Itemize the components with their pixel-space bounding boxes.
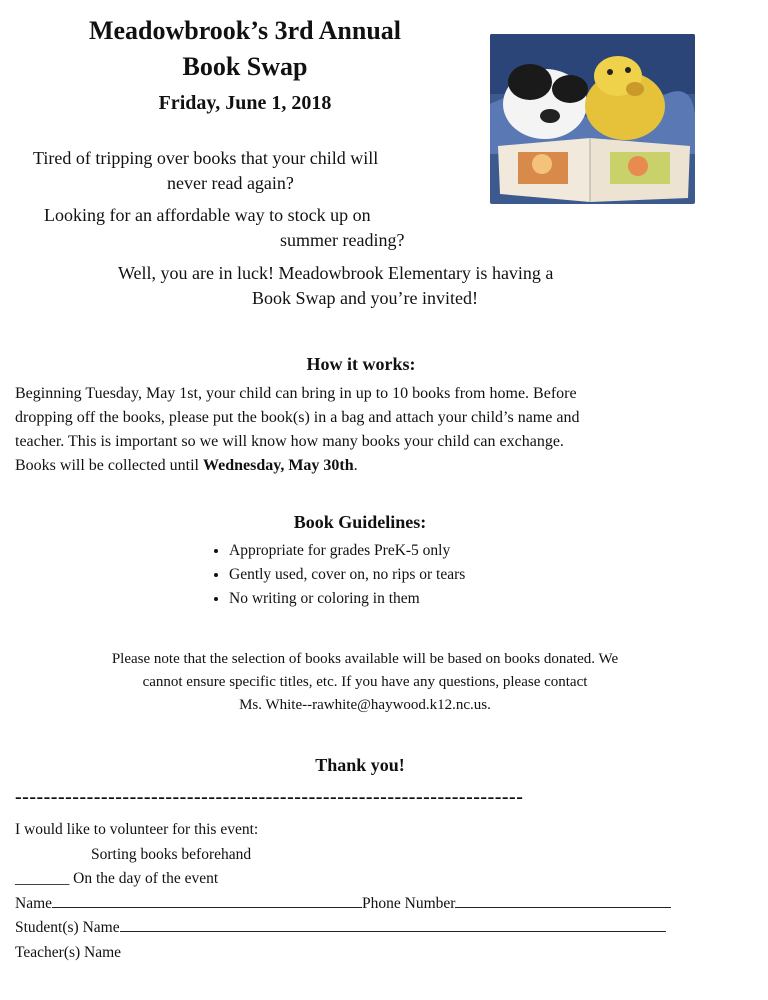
intro-line-2: never read again?: [167, 173, 294, 193]
option-blank[interactable]: _______: [15, 870, 70, 887]
how-it-works-heading: How it works:: [306, 354, 416, 374]
volunteer-form: [15, 818, 735, 965]
how-line-4-prefix: Books will be collected until: [15, 457, 203, 474]
note-line-1: Please note that the selection of books available will be based on books donated. We: [111, 651, 619, 667]
collection-deadline: Wednesday, May 30th: [202, 457, 354, 474]
how-line-4: [15, 454, 735, 478]
intro-line-4: summer reading?: [280, 230, 405, 250]
student-name-field[interactable]: [120, 917, 666, 932]
intro-line-3: Looking for an affordable way to stock up on: [44, 205, 371, 225]
name-phone-row: [15, 892, 735, 917]
note-line-3: Ms. White--rawhite@haywood.k12.nc.us.: [239, 697, 491, 713]
cut-line-divider: -----------------------------------------------------------------------: [15, 786, 524, 808]
volunteer-option-sorting[interactable]: Sorting books beforehand: [91, 845, 252, 863]
intro-line-1: Tired of tripping over books that your child will: [33, 148, 379, 168]
student-row: [15, 916, 735, 941]
note-line-2: cannot ensure specific titles, etc. If you have any questions, please contact: [142, 674, 588, 690]
volunteer-option-event-day[interactable]: [15, 867, 735, 892]
title-line-2: Book Swap: [182, 52, 308, 81]
intro-line-5: Well, you are in luck! Meadowbrook Elementary is having a: [118, 263, 554, 283]
phone-label: Phone Number: [362, 894, 456, 912]
thank-you: Thank you!: [315, 755, 405, 775]
how-line-2: dropping off the books, please put the book(s) in a bag and attach your child’s name and: [15, 409, 580, 426]
how-line-3: teacher. This is important so we will know how many books your child can exchange.: [15, 433, 564, 450]
note-paragraph: [10, 648, 720, 717]
teacher-row: [15, 941, 735, 966]
guideline-item: • Gently used, cover on, no rips or tears: [229, 563, 629, 587]
guidelines-heading: Book Guidelines:: [293, 512, 427, 532]
how-it-works-body: [15, 382, 735, 478]
guideline-item: • Appropriate for grades PreK-5 only: [229, 539, 629, 563]
name-label: Name: [15, 894, 53, 912]
how-line-1: Beginning Tuesday, May 1st, your child can bring in up to 10 books from home. Before: [15, 385, 577, 402]
intro-line-6: Book Swap and you’re invited!: [252, 288, 478, 308]
teacher-label: Teacher(s) Name: [15, 943, 122, 961]
name-field[interactable]: [52, 893, 362, 908]
stuffed-animals-reading-photo: [490, 34, 695, 204]
phone-field[interactable]: [455, 893, 671, 908]
student-label: Student(s) Name: [15, 919, 120, 936]
option-label: On the day of the event: [73, 870, 219, 887]
volunteer-intro: I would like to volunteer for this event:: [15, 821, 259, 838]
guideline-item: • No writing or coloring in them: [229, 587, 629, 611]
guidelines-list: [209, 539, 629, 611]
title-line-1: Meadowbrook’s 3rd Annual: [88, 16, 402, 45]
event-date: Friday, June 1, 2018: [158, 92, 332, 114]
how-line-4-suffix: .: [353, 457, 358, 474]
